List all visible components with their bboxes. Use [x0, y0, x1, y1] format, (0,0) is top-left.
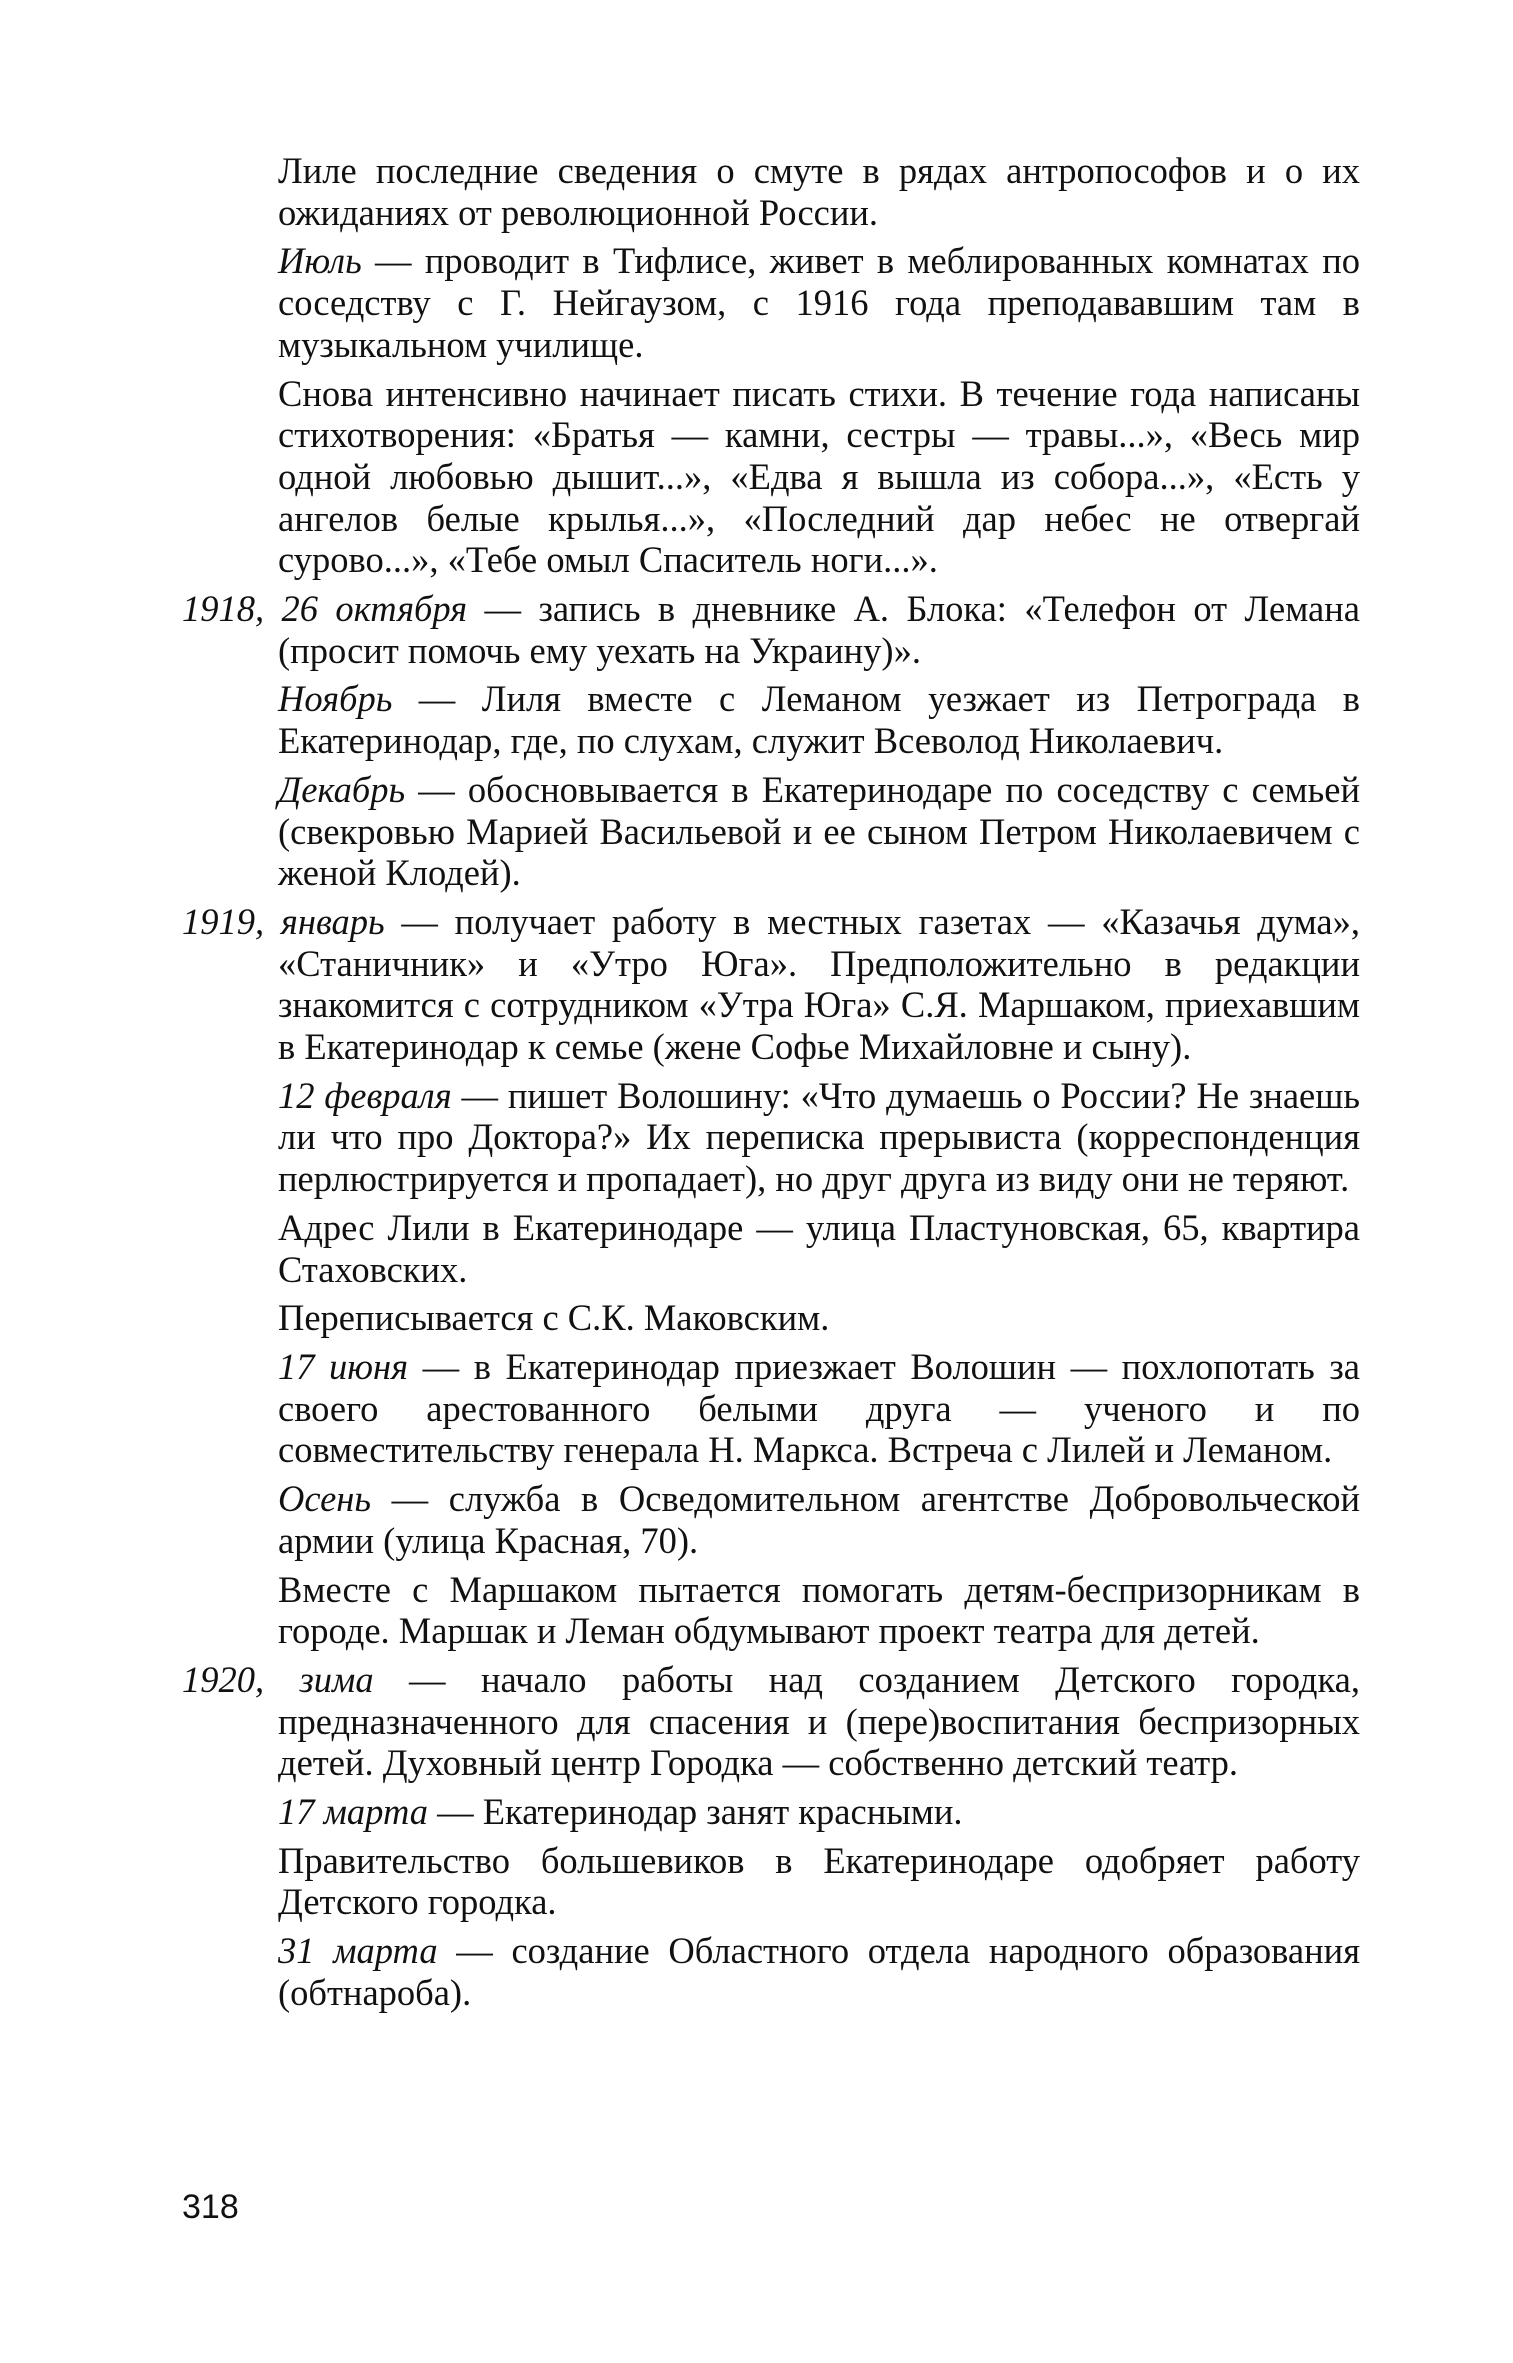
page-number: 318 [182, 2188, 239, 2226]
paragraph-text: — Екатеринодар занят красными. [428, 1791, 963, 1833]
paragraph [182, 1297, 1360, 1339]
date-label: 1919, январь [182, 900, 385, 942]
date-label: Июль [278, 240, 362, 282]
paragraph [182, 1478, 1360, 1561]
paragraph-text: — обосновывается в Екатеринодаре по соседству с семьей (свекровью Марией Васильевой и ее сыном Петром Николаевичем с женой Клодей). [278, 768, 1360, 894]
paragraph-text: — пишет Волошину: «Что думаешь о России? Не знаешь ли что про Доктора?» Их переписка прерывиста (корреспонденция перлюстрируется и пропадает), но друг друга из виду они не теряют. [278, 1074, 1360, 1200]
date-label: 12 февраля [278, 1074, 452, 1116]
paragraph-text: — в Екатеринодар приезжает Волошин — похлопотать за своего арестованного белыми друга — ученого и по совместительству генерала Н. Маркса. Встреча с Лилей и Леманом. [278, 1345, 1360, 1471]
chronology-entry [182, 901, 1360, 1068]
paragraph-text: — получает работу в местных газетах — «Казачья дума», «Станичник» и «Утро Юга». Предположительно в редакции знакомится с сотрудником «Утра Юга» С.Я. Маршаком, приехавшим в Екатеринодар к семье (жене Софье Михайловне и сыну). [278, 900, 1360, 1068]
paragraph-text: Правительство большевиков в Екатеринодаре одобряет работу Детского городка. [278, 1839, 1360, 1923]
paragraph [182, 769, 1360, 894]
date-label: Осень [278, 1478, 371, 1520]
chronology-entry [182, 588, 1360, 671]
paragraph [182, 373, 1360, 582]
paragraph [182, 1791, 1360, 1833]
paragraph [182, 1207, 1360, 1290]
paragraph-text: — служба в Осведомительном агентстве Добровольческой армии (улица Красная, 70). [278, 1478, 1360, 1561]
text-block [182, 150, 1360, 2014]
paragraph-text: — проводит в Тифлисе, живет в меблированных комнатах по соседству с Г. Нейгаузом, с 1916 года преподававшим там в музыкальном училище. [278, 240, 1360, 365]
date-label: 1920, зима [182, 1658, 374, 1700]
paragraph-text: Снова интенсивно начинает писать стихи. В течение года написаны стихотворения: «Братья — камни, сестры — травы...», «Весь мир одной любовью дышит...», «Едва я вышла из собора...», «Есть у ангелов белые крылья...», «Последний дар небес не отвергай сурово...», «Тебе омыл Спаситель ноги...». [278, 372, 1360, 581]
paragraph-text: — запись в дневнике А. Блока: «Телефон от Лемана (просит помочь ему уехать на Украину)». [278, 588, 1360, 671]
paragraph [182, 1075, 1360, 1200]
date-label: Ноябрь [278, 678, 393, 720]
paragraph-text: — Лиля вместе с Леманом уезжает из Петрограда в Екатеринодар, где, по слухам, служит Всеволод Николаевич. [278, 678, 1360, 762]
paragraph-text: — начало работы над созданием Детского городка, предназначенного для спасения и (пере)воспитания беспризорных детей. Духовный центр Городка — собственно детский театр. [278, 1658, 1360, 1784]
date-label: 17 марта [278, 1791, 428, 1833]
date-label: 1918, 26 октября [182, 588, 468, 630]
chronology-entry [182, 1659, 1360, 1784]
paragraph-text: Лиле последние сведения о смуте в рядах антропософов и о их ожиданиях от революционной России. [278, 150, 1360, 233]
paragraph-text: — создание Областного отдела народного образования (обтнароба). [278, 1930, 1360, 2013]
paragraph-text: Переписывается с С.К. Маковским. [278, 1297, 830, 1339]
date-label: 17 июня [278, 1345, 409, 1387]
paragraph [182, 1840, 1360, 1923]
paragraph [182, 150, 1360, 233]
paragraph [182, 240, 1360, 365]
paragraph [182, 678, 1360, 761]
paragraph [182, 1569, 1360, 1652]
paragraph-text: Адрес Лили в Екатеринодаре — улица Пластуновская, 65, квартира Стаховских. [278, 1206, 1360, 1290]
paragraph [182, 1346, 1360, 1471]
date-label: Декабрь [278, 768, 406, 810]
date-label: 31 марта [278, 1930, 438, 1972]
paragraph-text: Вместе с Маршаком пытается помогать детям-беспризорникам в городе. Маршак и Леман обдумывают проект театра для детей. [278, 1568, 1360, 1652]
paragraph [182, 1930, 1360, 2013]
